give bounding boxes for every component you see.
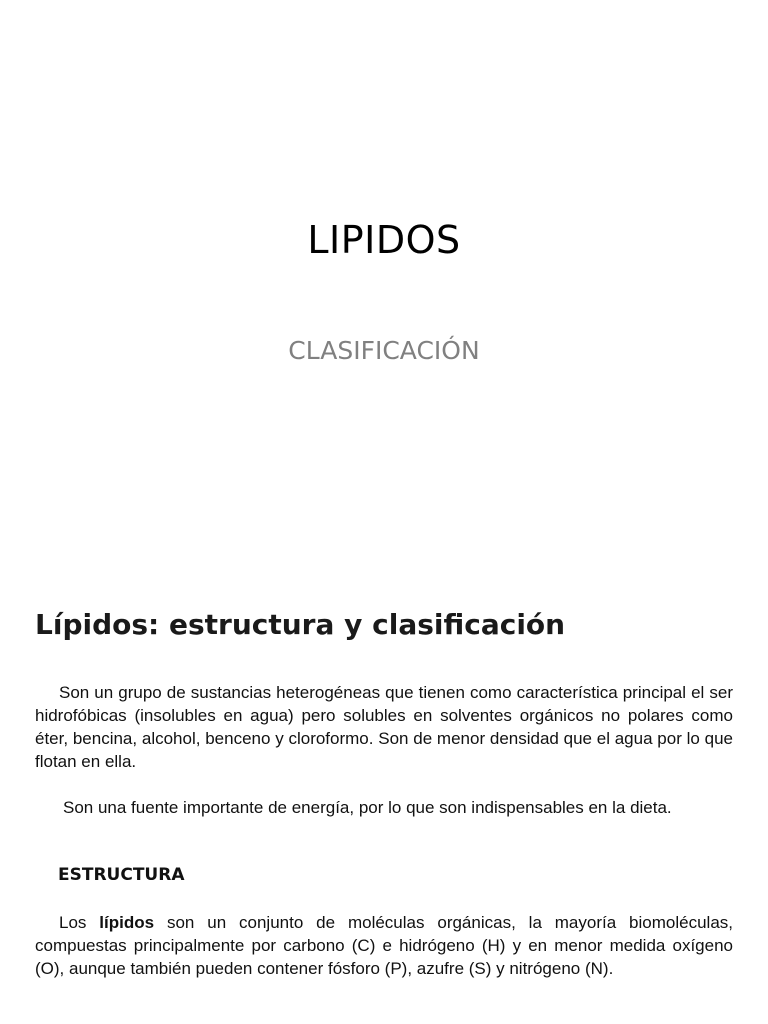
paragraph-3 xyxy=(35,911,733,980)
slide-subtitle: CLASIFICACIÓN xyxy=(288,336,480,365)
section-heading-estructura: ESTRUCTURA xyxy=(58,865,185,885)
paragraph-2-text: Son una fuente importante de energía, por lo que son indispensables en la dieta. xyxy=(63,798,672,817)
paragraph-3-bold-term: lípidos xyxy=(99,913,155,932)
document-heading: Lípidos: estructura y clasificación xyxy=(35,608,566,641)
slide-title: LIPIDOS xyxy=(307,218,461,262)
paragraph-1-text: Son un grupo de sustancias heterogéneas que tienen como característica principal el ser hidrofóbicas (insolubles en agua) pero solubles en solventes orgánicos no polares como éter, bencina, alcohol, benceno y cloroformo. Son de menor densidad que el agua por lo que flotan en ella. xyxy=(35,683,733,771)
paragraph-2 xyxy=(35,796,733,819)
paragraph-3-start: Los xyxy=(59,913,100,932)
paragraph-1 xyxy=(35,681,733,773)
paragraph-3-rest: son un conjunto de moléculas orgánicas, la mayoría biomoléculas, compuestas principalmente por carbono (C) e hidrógeno (H) y en menor medida oxígeno (O), aunque también pueden contener fósforo (P), azufre (S) y nitrógeno (N). xyxy=(35,913,734,978)
